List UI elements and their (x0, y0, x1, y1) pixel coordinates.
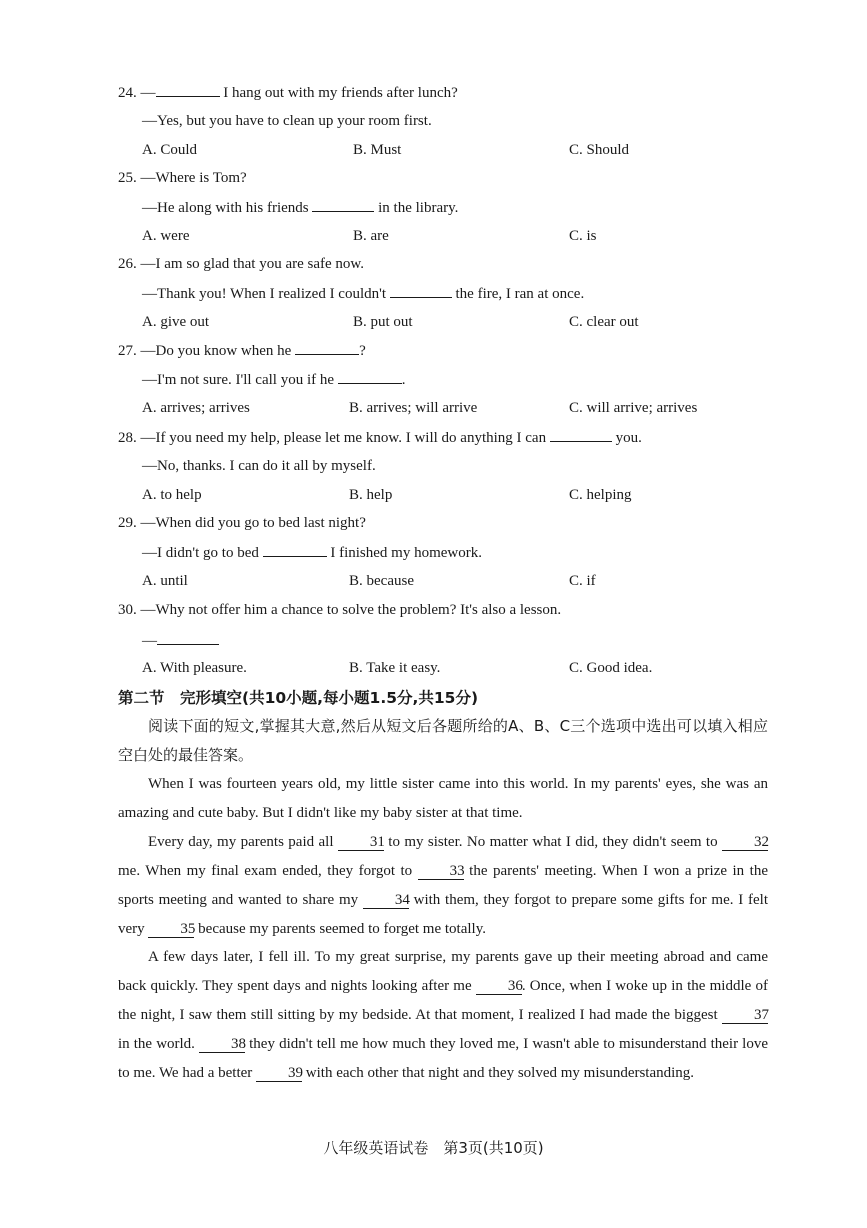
question-29-line1: 29. —When did you go to bed last night? (118, 515, 366, 531)
option-c: C. helping (569, 487, 632, 503)
option-b: B. because (349, 573, 414, 589)
question-30-line2: — (142, 630, 219, 651)
option-c: C. will arrive; arrives (569, 400, 698, 416)
blank-38: 38 (199, 1036, 245, 1053)
passage-paragraph-1: When I was fourteen years old, my little sister came into this world. In my parents' eyes, she was an amazing and cute baby. But I didn't like my baby sister at that time. (118, 776, 768, 821)
option-b: B. Must (353, 142, 402, 158)
option-b: B. arrives; will arrive (349, 400, 478, 416)
answer-blank (312, 197, 374, 212)
answer-blank (550, 427, 612, 442)
question-24-line2: —Yes, but you have to clean up your room first. (142, 113, 432, 129)
section-title: 第二节 完形填空(共10小题,每小题1.5分,共15分) (118, 689, 479, 707)
answer-blank (390, 283, 452, 298)
option-b: B. Take it easy. (349, 660, 441, 676)
question-28-line1: 28. —If you need my help, please let me know. I will do anything I can you. (118, 427, 642, 448)
blank-39: 39 (256, 1065, 302, 1082)
option-a: A. arrives; arrives (142, 400, 250, 416)
question-27-line2: —I'm not sure. I'll call you if he . (142, 369, 406, 390)
question-28-line2: —No, thanks. I can do it all by myself. (142, 458, 376, 474)
question-25-line1: 25. —Where is Tom? (118, 170, 247, 186)
option-c: C. is (569, 228, 597, 244)
option-a: A. were (142, 228, 190, 244)
question-29-line2: —I didn't go to bed I finished my homework. (142, 542, 482, 563)
answer-blank (263, 542, 327, 557)
option-a: A. give out (142, 314, 210, 330)
blank-35: 35 (148, 921, 194, 938)
option-b: B. are (353, 228, 389, 244)
question-27-line1: 27. —Do you know when he ? (118, 340, 366, 361)
blank-33: 33 (418, 863, 464, 880)
option-c: C. clear out (569, 314, 639, 330)
option-a: A. With pleasure. (142, 660, 247, 676)
option-c: C. if (569, 573, 596, 589)
blank-34: 34 (363, 892, 409, 909)
question-26-line1: 26. —I am so glad that you are safe now. (118, 256, 365, 272)
option-c: C. Good idea. (569, 660, 653, 676)
option-b: B. put out (353, 314, 413, 330)
option-a: A. until (142, 573, 188, 589)
answer-blank (338, 369, 402, 384)
answer-blank (156, 82, 220, 97)
section-instruction: 阅读下面的短文,掌握其大意,然后从短文后各题所给的A、B、C三个选项中选出可以填入相应空白处的最佳答案。 (118, 717, 768, 764)
question-26-line2: —Thank you! When I realized I couldn't the fire, I ran at once. (142, 283, 584, 304)
option-b: B. help (349, 487, 393, 503)
answer-blank (157, 630, 219, 645)
passage-paragraph-2: Every day, my parents paid all 31 to my sister. No matter what I did, they didn't seem to 32 me. When my final exam ended, they forgot to 33 the parents' meeting. When I won a prize in the sports meeting and wanted to share my 34 with them, they forgot to prepare some gifts for me. I felt very 35 because my parents seemed to forget me totally. (118, 834, 769, 937)
page-footer: 八年级英语试卷 第3页(共10页) (323, 1139, 544, 1157)
blank-32: 32 (722, 834, 768, 851)
answer-blank (295, 340, 359, 355)
question-30-line1: 30. —Why not offer him a chance to solve the problem? It's also a lesson. (118, 602, 562, 618)
option-a: A. to help (142, 487, 202, 503)
question-24-line1: 24. — I hang out with my friends after lunch? (118, 82, 458, 103)
passage-paragraph-3: A few days later, I fell ill. To my great surprise, my parents gave up their meeting abroad and came back quickly. They spent days and nights looking after me 36. Once, when I woke up in the middle of the night, I saw them still sitting by my bedside. At that moment, I realized I had made the biggest 37 in the world. 38 they didn't tell me how much they loved me, I wasn't able to misunderstand their love to me. We had a better 39 with each other that night and they solved my misunderstanding. (118, 949, 769, 1081)
blank-31: 31 (338, 834, 384, 851)
option-a: A. Could (142, 142, 198, 158)
option-c: C. Should (569, 142, 630, 158)
blank-36: 36 (476, 978, 522, 995)
blank-37: 37 (722, 1007, 768, 1024)
question-25-line2: —He along with his friends in the library. (142, 197, 458, 218)
